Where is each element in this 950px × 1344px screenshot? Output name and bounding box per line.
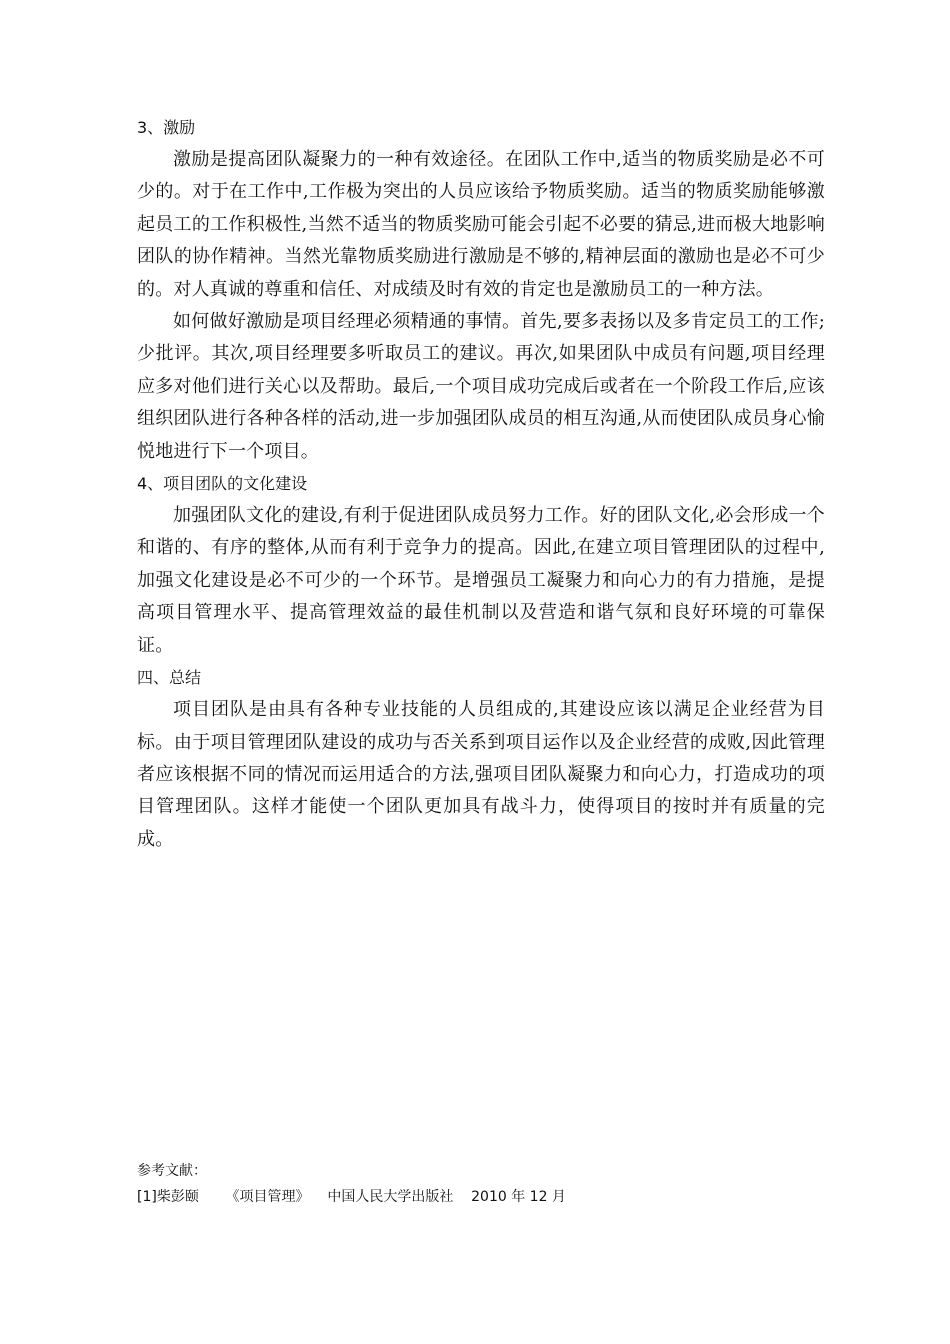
- paragraph-incentive-2: 如何做好激励是项目经理必须精通的事情。首先,要多表扬以及多肯定员工的工作;少批评。其次,项目经理要多听取员工的建议。再次,如果团队中成员有问题,项目经理应多对他们进行关心以及帮助。最后,一个项目成功完成后或者在一个阶段工作后,应该组织团队进行各种各样的活动,进一步加强团队成员的相互沟通,从而使团队成员身心愉悦地进行下一个项目。: [137, 311, 825, 462]
- references-title: 参考文献：: [137, 1163, 207, 1179]
- section-heading-incentive: 3、激励: [137, 118, 196, 137]
- paragraph-incentive-1: 激励是提高团队凝聚力的一种有效途径。在团队工作中,适当的物质奖励是必不可少的。对于在工作中,工作极为突出的人员应该给予物质奖励。适当的物质奖励能够激起员工的工作积极性,当然不适当的物质奖励可能会引起不必要的猜忌,进而极大地影响团队的协作精神。当然光靠物质奖励进行激励是不够的,精神层面的激励也是必不可少的。对人真诚的尊重和信任、对成绩及时有效的肯定也是激励员工的一种方法。: [137, 149, 825, 300]
- section-heading-culture: 4、项目团队的文化建设: [137, 474, 308, 494]
- references-block: [137, 1158, 825, 1210]
- paragraph-summary-1: 项目团队是由具有各种专业技能的人员组成的,其建设应该以满足企业经营为目标。由于项目管理团队建设的成功与否关系到项目运作以及企业经营的成败,因此管理者应该根据不同的情况而运用适合的方法,强项目团队凝聚力和向心力，打造成功的项目管理团队。这样才能使一个团队更加具有战斗力，使得项目的按时并有质量的完成。: [137, 699, 825, 850]
- document-body: [137, 112, 825, 856]
- paragraph-culture-1: 加强团队文化的建设,有利于促进团队成员努力工作。好的团队文化,必会形成一个和谐的、有序的整体,从而有利于竞争力的提高。因此,在建立项目管理团队的过程中,加强文化建设是必不可少的一个环节。是增强员工凝聚力和向心力的有力措施，是提高项目管理水平、提高管理效益的最佳机制以及营造和谐气氛和良好环境的可靠保证。: [137, 505, 825, 656]
- reference-item-1: [1]柴彭颐 《项目管理》 中国人民大学出版社 2010 年 12 月: [137, 1189, 566, 1205]
- section-heading-summary: 四、总结: [137, 668, 202, 688]
